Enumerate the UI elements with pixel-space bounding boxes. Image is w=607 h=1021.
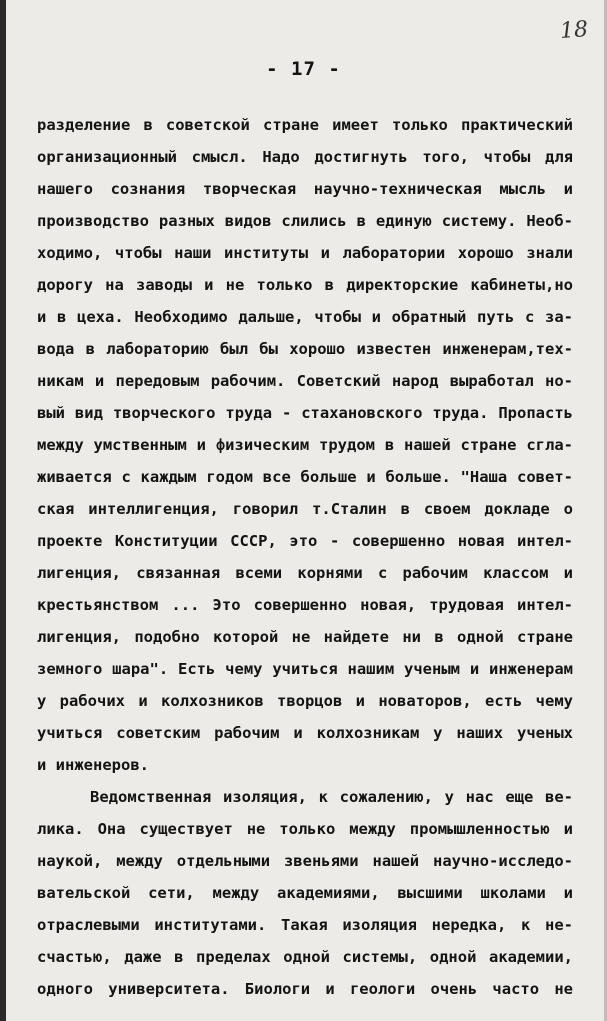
text-line: учиться советским рабочим и колхозникам у наших ученых [37, 724, 573, 742]
text-line: ходимо, чтобы наши институты и лаборатории хорошо знали [37, 244, 573, 262]
text-line: нашего сознания творческая научно-техническая мысль и [37, 180, 573, 198]
text-line: дорогу на заводы и не только в директорские кабинеты,но [37, 276, 573, 294]
text-line: проекте Конституции СССР, это - совершенно новая интел- [37, 532, 573, 550]
handwritten-sheet-number: 18 [559, 17, 589, 44]
text-line: одного университета. Биологи и геологи очень часто не [37, 980, 573, 998]
text-line: лигенция, связанная всеми корнями с рабочим классом и [37, 564, 573, 582]
text-line: крестьянством ... Это совершенно новая, трудовая интел- [37, 596, 573, 614]
text-line: между умственным и физическим трудом в нашей стране сгла- [37, 436, 573, 454]
text-line: отраслевыми институтами. Такая изоляция нередка, к не- [37, 916, 573, 934]
text-line: земного шара". Есть чему учиться нашим ученым и инженерам [37, 660, 573, 678]
text-line: производство разных видов слились в единую систему. Необ- [37, 212, 573, 230]
text-line: вода в лабораторию был бы хорошо известен инженерам,тех- [37, 340, 573, 358]
page-number: - 17 - [266, 58, 341, 80]
text-line: ская интеллигенция, говорил т.Сталин в своем докладе о [37, 500, 573, 518]
text-line: и в цеха. Необходимо дальше, чтобы и обратный путь с за- [37, 308, 573, 326]
text-line: лика. Она существует не только между промышленностью и [37, 820, 573, 838]
text-line: разделение в советской стране имеет только практический [37, 116, 573, 134]
text-line: организационный смысл. Надо достигнуть того, чтобы для [37, 148, 573, 166]
text-line: счастью, даже в пределах одной системы, одной академии, [37, 948, 573, 966]
text-line: Ведомственная изоляция, к сожалению, у нас еще ве- [90, 788, 573, 806]
text-line: никам и передовым рабочим. Советский народ выработал но- [37, 372, 573, 390]
text-line: и инженеров. [37, 756, 149, 774]
text-line: живается с каждым годом все больше и больше. "Наша совет- [37, 468, 573, 486]
scan-left-edge [0, 0, 6, 1021]
text-line: вый вид творческого труда - стахановского труда. Пропасть [37, 404, 573, 422]
text-line: лигенция, подобно которой не найдете ни в одной стране [37, 628, 573, 646]
text-line: наукой, между отдельными звеньями нашей научно-исследо- [37, 852, 573, 870]
text-line: вательской сети, между академиями, высшими школами и [37, 884, 573, 902]
text-line: у рабочих и колхозников творцов и новаторов, есть чему [37, 692, 573, 710]
